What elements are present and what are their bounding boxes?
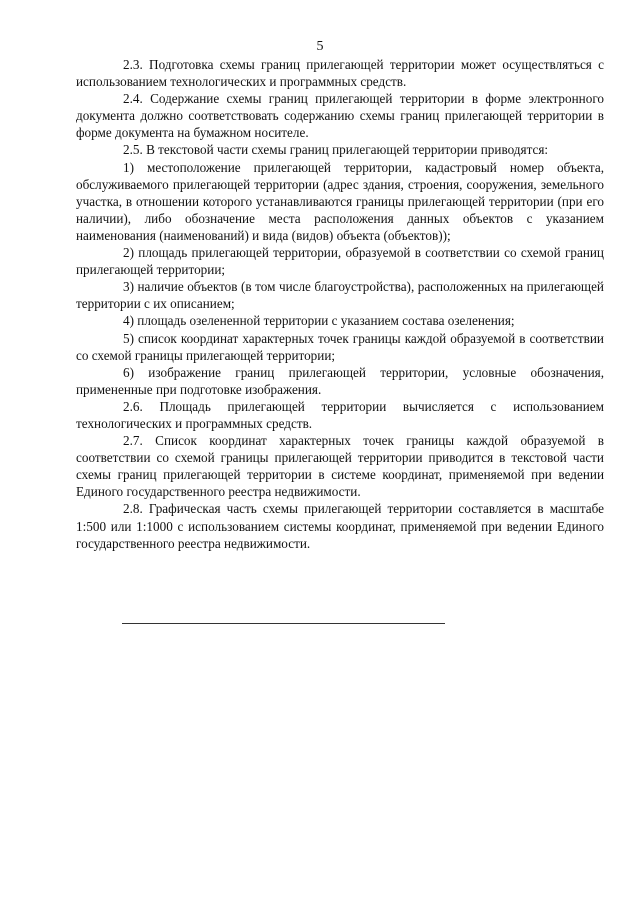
paragraph-2-3: 2.3. Подготовка схемы границ прилегающей территории может осуществляться с использованием технологических и программных средств. bbox=[76, 57, 604, 90]
paragraph-2-7: 2.7. Список координат характерных точек границы каждой образуемой в соответствии со схемой границы прилегающей территории приводится в текстовой части схемы границ прилегающей территории в системе координат, применяемой при ведении Единого государственного реестра недвижимости. bbox=[76, 433, 604, 500]
paragraph-2-6: 2.6. Площадь прилегающей территории вычисляется с использованием технологических и программных средств. bbox=[76, 398, 604, 431]
page-number: 5 bbox=[316, 39, 324, 54]
paragraph-2-4: 2.4. Содержание схемы границ прилегающей территории в форме электронного документа должно соответствовать содержанию схемы границ прилегающей территории в форме документа на бумажном носителе. bbox=[76, 91, 604, 141]
paragraph-2-5: 2.5. В текстовой части схемы границ прилегающей территории приводятся: bbox=[123, 142, 549, 158]
end-separator-line bbox=[122, 623, 445, 624]
list-item-4: 4) площадь озелененной территории с указанием состава озеленения; bbox=[123, 313, 515, 329]
paragraph-2-8: 2.8. Графическая часть схемы прилегающей территории составляется в масштабе 1:500 или 1:1000 с использованием системы координат, применяемой при ведении Единого государственного реестра недвижимости. bbox=[76, 501, 604, 551]
list-item-6: 6) изображение границ прилегающей территории, условные обозначения, примененные при подготовке изображения. bbox=[76, 364, 604, 397]
list-item-5: 5) список координат характерных точек границы каждой образуемой в соответствии со схемой границы прилегающей территории; bbox=[76, 330, 604, 363]
document-body bbox=[76, 56, 604, 552]
list-item-1: 1) местоположение прилегающей территории, кадастровый номер объекта, обслуживаемого прилегающей территории (адрес здания, строения, сооружения, земельного участка, в отношении которого устанавливаются границы прилегающей территории (при его наличии), либо обозначение места расположения данных объектов с указанием наименования (наименований) и вида (видов) объекта (объектов)); bbox=[76, 159, 604, 243]
list-item-3: 3) наличие объектов (в том числе благоустройства), расположенных на прилегающей территории с их описанием; bbox=[76, 279, 604, 312]
list-item-2: 2) площадь прилегающей территории, образуемой в соответствии со схемой границ прилегающей территории; bbox=[76, 245, 604, 278]
